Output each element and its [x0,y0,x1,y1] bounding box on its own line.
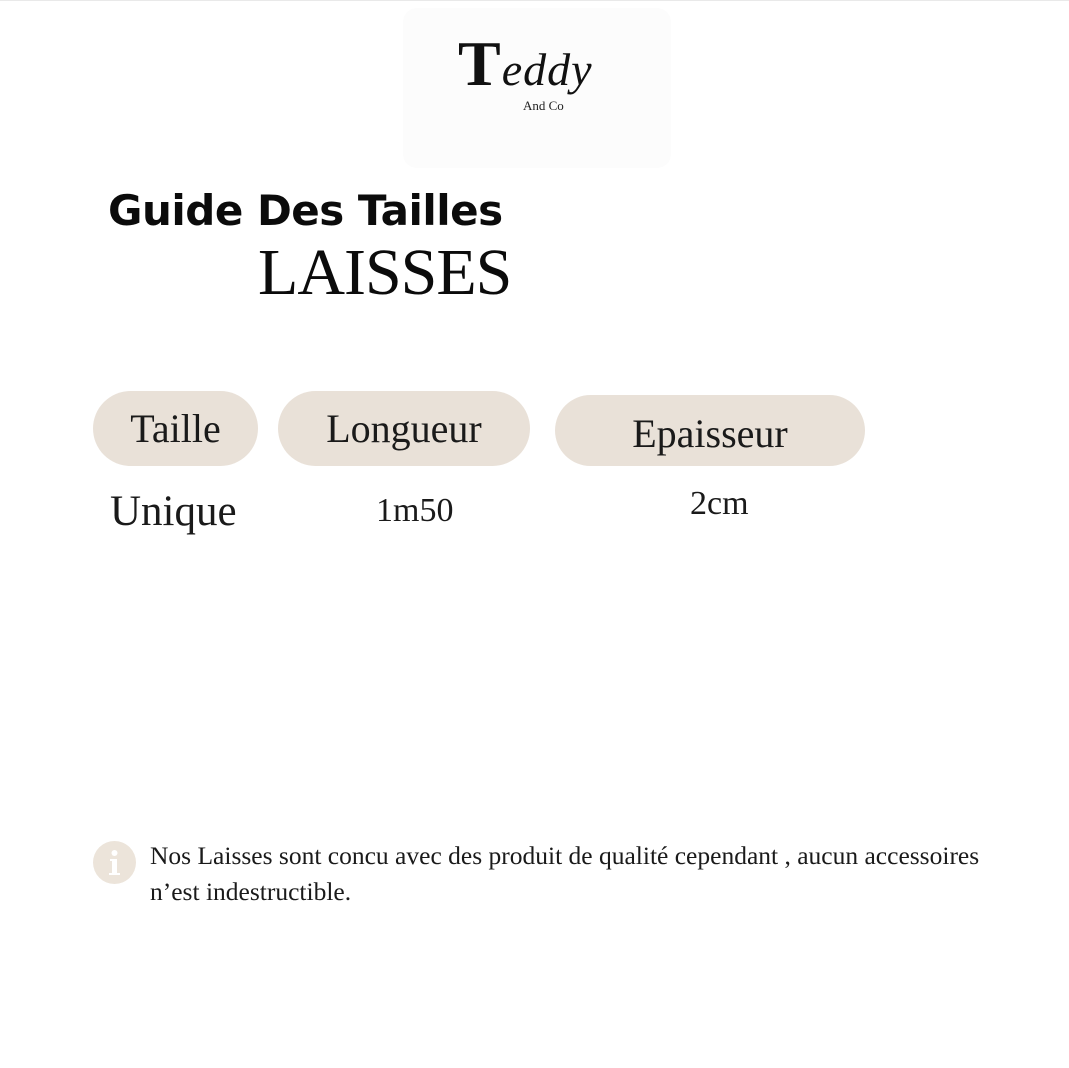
header-longueur: Longueur [278,391,530,466]
brand-logo [458,28,593,99]
cell-longueur: 1m50 [376,492,454,529]
care-note: Nos Laisses sont concu avec des produit de qualité cependant , aucun accessoires n’est indestructible. [150,841,980,906]
cell-taille: Unique [110,488,237,535]
info-icon [93,841,136,884]
top-divider [0,0,1069,1]
page-title: Guide Des Tailles [108,186,503,235]
header-taille: Taille [93,391,258,466]
cell-epaisseur: 2cm [690,485,749,522]
logo-initial: T [458,28,502,99]
header-epaisseur: Epaisseur [555,395,865,466]
logo-subtitle: And Co [523,98,564,113]
logo-wordmark: eddy [501,44,593,95]
page-subtitle: LAISSES [258,236,512,309]
